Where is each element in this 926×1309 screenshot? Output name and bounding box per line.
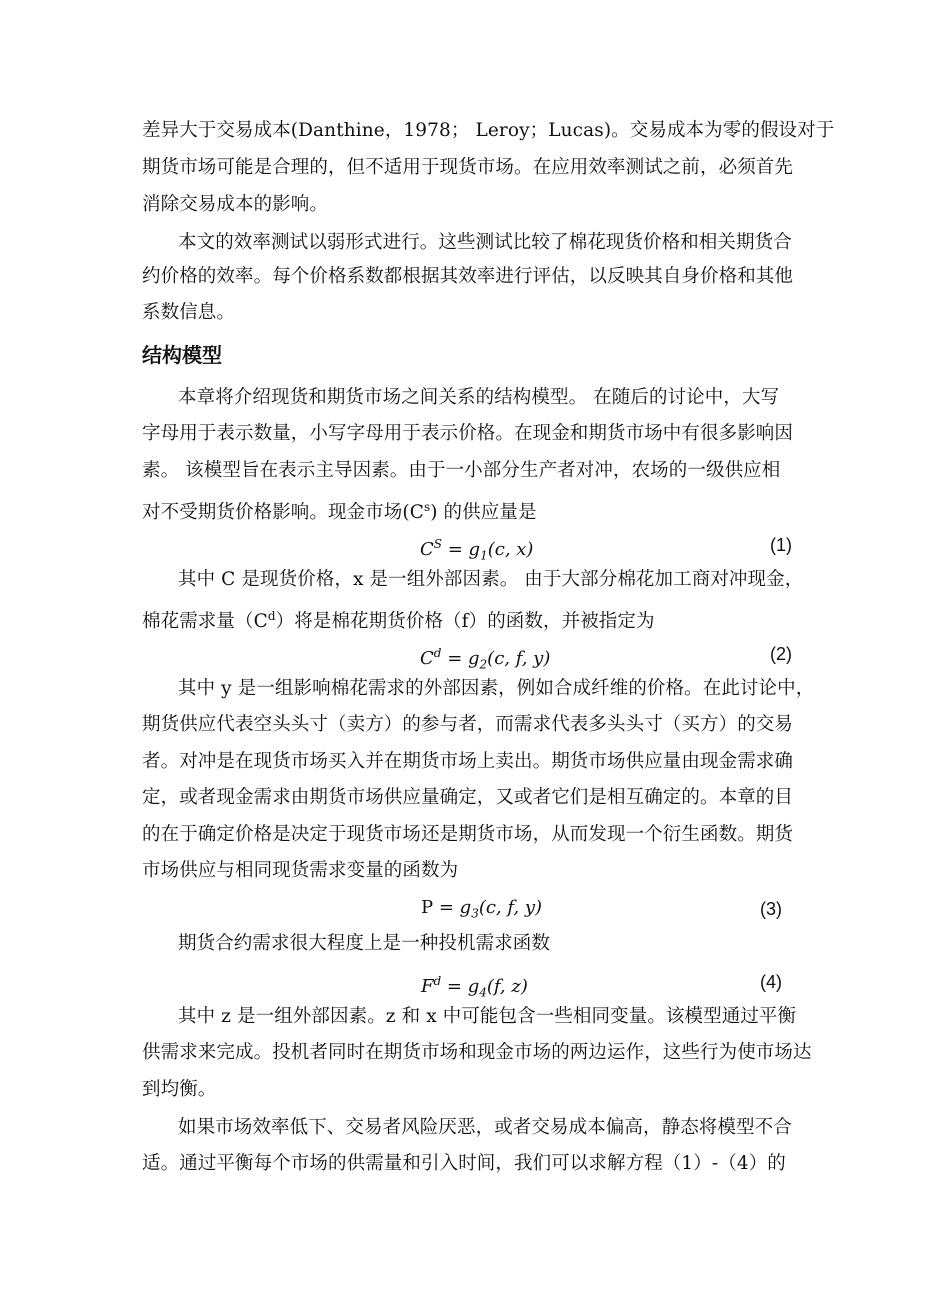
- eq4-sup: d: [433, 974, 442, 988]
- paragraph-3-line-2: 字母用于表示数量，小写字母用于表示价格。在现金和期货市场中有很多影响因: [142, 423, 794, 444]
- section-heading: 结构模型: [142, 343, 222, 367]
- paragraph-5-line-5: 的在于确定价格是决定于现货市场还是期货市场，从而发现一个衍生函数。期货: [142, 824, 794, 845]
- eq2-rhs-a: = g: [441, 648, 480, 669]
- eq4-sub: 4: [479, 985, 487, 1000]
- eq2-sup: d: [433, 646, 442, 660]
- paragraph-3-line-1: 本章将介绍现货和期货市场之间关系的结构模型。 在随后的讨论中，大写: [178, 387, 780, 408]
- equation-4-number: (4): [760, 972, 782, 992]
- paragraph-2-line-2: 约价格的效率。每个价格系数都根据其效率进行评估，以反映其自身价格和其他: [142, 266, 794, 287]
- paragraph-1-line-3: 消除交易成本的影响。: [142, 194, 329, 215]
- equation-1-number: (1): [770, 535, 792, 555]
- paragraph-5-line-6: 市场供应与相同现货需求变量的函数为: [142, 860, 459, 881]
- equation-4: [421, 969, 528, 1005]
- paragraph-5-line-4: 定，或者现金需求由期货市场供应量确定，又或者它们是相互确定的。本章的目: [142, 787, 794, 808]
- paragraph-8-line-2: 适。通过平衡每个市场的供需量和引入时间，我们可以求解方程（1）-（4）的: [142, 1153, 786, 1174]
- eq1-lhs: C: [420, 539, 434, 560]
- eq2-lhs: C: [420, 648, 434, 669]
- eq3-lhs: P: [421, 897, 434, 918]
- equation-3: [421, 896, 542, 926]
- paragraph-4-line-1: 其中 C 是现货价格，x 是一组外部因素。 由于大部分棉花加工商对冲现金，: [178, 569, 804, 590]
- paragraph-3-line-4-end: ) 的供应量是: [430, 502, 537, 524]
- eq4-rhs-b: (f, z): [486, 976, 528, 997]
- paragraph-3-line-4-text: 对不受期货价格影响。现金市场(C: [142, 502, 424, 524]
- paragraph-7-line-3: 到均衡。: [142, 1079, 217, 1100]
- paragraph-5-line-2: 期货供应代表空头头寸（卖方）的参与者，而需求代表多头头寸（买方）的交易: [142, 714, 794, 735]
- eq3-rhs-b: (c, f, y): [478, 897, 543, 918]
- eq1-rhs-a: = g: [442, 539, 481, 560]
- equation-2-number: (2): [770, 644, 792, 664]
- demand-superscript: d: [267, 609, 276, 623]
- paragraph-2-line-1: 本文的效率测试以弱形式进行。这些测试比较了棉花现货价格和相关期货合: [178, 232, 792, 253]
- paragraph-3-line-4: [142, 495, 790, 525]
- paragraph-4-line-2-end: ）将是棉花期货价格（f）的函数，并被指定为: [275, 611, 655, 633]
- paragraph-7-line-2: 供需求来完成。投机者同时在期货市场和现金市场的两边运作，这些行为使市场达: [142, 1042, 812, 1063]
- paragraph-4-line-2-text: 棉花需求量（C: [142, 611, 268, 633]
- paragraph-1-line-2: 期货市场可能是合理的，但不适用于现货市场。在应用效率测试之前，必须首先: [142, 157, 794, 178]
- paragraph-7-line-1: 其中 z 是一组外部因素。z 和 x 中可能包含一些相同变量。该模型通过平衡: [178, 1006, 797, 1027]
- paragraph-3-line-3: 素。 该模型旨在表示主导因素。由于一小部分生产者对冲，农场的一级供应相: [142, 460, 781, 481]
- eq2-sub: 2: [479, 657, 488, 672]
- equation-3-number: (3): [760, 899, 782, 919]
- eq3-sub: 3: [471, 906, 479, 921]
- paragraph-4-line-2: [142, 604, 790, 634]
- paragraph-6-line-1: 期货合约需求很大程度上是一种投机需求函数: [178, 933, 551, 954]
- eq2-rhs-b: (c, f, y): [487, 648, 551, 669]
- supply-superscript: s: [423, 500, 431, 514]
- eq1-rhs-b: (c, x): [487, 539, 534, 560]
- equation-1: [420, 532, 533, 568]
- eq1-sup: S: [433, 537, 443, 551]
- paragraph-1-line-1: 差异大于交易成本(Danthine，1978； Leroy；Lucas)。交易成本为零的假设对于: [142, 120, 835, 141]
- paragraph-5-line-1: 其中 y 是一组影响棉花需求的外部因素，例如合成纤维的价格。在此讨论中，: [178, 678, 815, 699]
- eq4-lhs: F: [421, 976, 434, 997]
- equation-2: [420, 641, 550, 677]
- paragraph-2-line-3: 系数信息。: [142, 302, 236, 323]
- eq4-rhs-a: = g: [441, 976, 480, 997]
- paragraph-5-line-3: 者。对冲是在现货市场买入并在期货市场上卖出。期货市场供应量由现金需求确: [142, 751, 794, 772]
- eq3-rhs-a: = g: [433, 897, 472, 918]
- paragraph-8-line-1: 如果市场效率低下、交易者风险厌恶，或者交易成本偏高，静态将模型不合: [178, 1117, 792, 1138]
- eq1-sub: 1: [480, 548, 488, 563]
